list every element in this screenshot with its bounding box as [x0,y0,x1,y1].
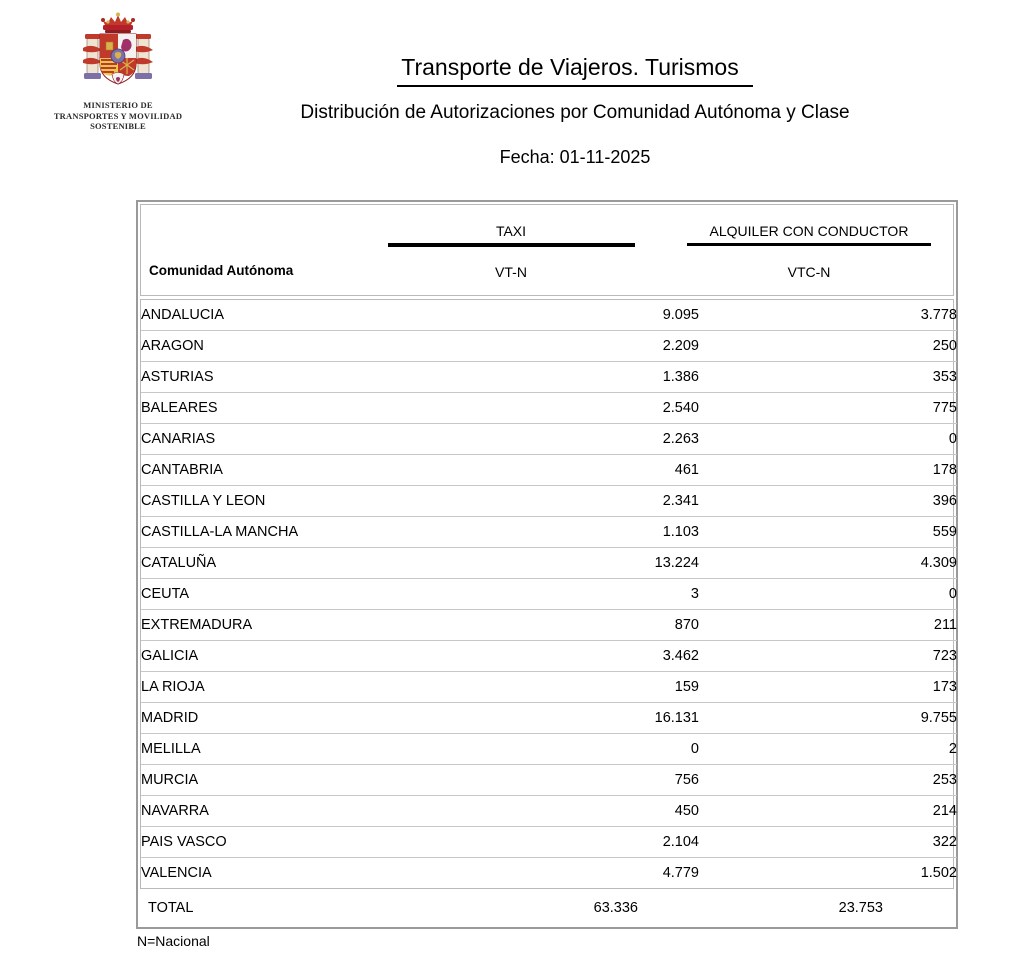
table-row [141,331,957,362]
table-row [141,765,957,796]
table-row [141,300,957,331]
row-community-name: MELILLA [141,734,441,765]
table-total-row [140,891,954,925]
row-vt-value: 756 [441,765,699,796]
row-community-name: EXTREMADURA [141,610,441,641]
row-community-name: NAVARRA [141,796,441,827]
row-community-name: PAIS VASCO [141,827,441,858]
table-row [141,517,957,548]
table-sub-header-row [141,263,953,291]
row-community-name: ASTURIAS [141,362,441,393]
row-vtc-value: 173 [699,672,957,703]
total-vtc-value: 23.753 [838,900,883,916]
table-row [141,703,957,734]
table-row [141,672,957,703]
row-community-name: VALENCIA [141,865,212,881]
table-row [141,548,957,579]
row-vtc-value: 9.755 [699,703,957,734]
row-vtc-value: 775 [699,393,957,424]
row-vt-value: 3 [441,579,699,610]
row-vt-value: 461 [441,455,699,486]
table-row [141,641,957,672]
group-header-taxi [386,223,636,247]
table-row [141,579,957,610]
group-header-taxi-rule [388,243,635,247]
ministry-caption-line-1: MINISTERIO DE [83,100,153,110]
table-row [141,362,957,393]
row-community-name: ANDALUCIA [141,300,441,331]
row-vtc-value: 723 [699,641,957,672]
table-row [141,796,957,827]
row-vtc-value: 4.309 [699,548,957,579]
group-header-vtc [686,223,932,246]
total-label: TOTAL [148,900,194,916]
table-row [141,486,957,517]
row-vt-value: 870 [441,610,699,641]
row-vtc-value: 211 [699,610,957,641]
row-community-name: BALEARES [141,393,441,424]
column-header-vt-n: VT-N [495,264,527,280]
column-header-vtc-n: VTC-N [787,264,831,280]
row-vt-value: 159 [441,672,699,703]
row-vtc-value: 559 [699,517,957,548]
row-vtc-value: 2 [699,734,957,765]
table-body [141,300,957,888]
row-community-name: CASTILLA-LA MANCHA [141,517,441,548]
row-vt-value: 2.263 [441,424,699,455]
row-vt-value: 1.386 [441,362,699,393]
row-community-name: MURCIA [141,765,441,796]
authorizations-table [136,200,958,929]
table-row [141,858,957,889]
table-row [141,827,957,858]
row-vtc-value: 253 [699,765,957,796]
row-vt-value: 2.341 [441,486,699,517]
row-community-name: CASTILLA Y LEON [141,486,441,517]
row-vt-value: 2.209 [441,331,699,362]
table-group-header-row [141,223,953,257]
spain-coat-of-arms-icon [81,12,155,96]
row-vtc-value: 214 [699,796,957,827]
group-header-vtc-label: ALQUILER CON CONDUCTOR [709,223,909,239]
table-row [141,610,957,641]
row-vt-value: 0 [441,734,699,765]
table-row [141,455,957,486]
row-community-name: CANARIAS [141,424,441,455]
row-community-name: CATALUÑA [141,548,441,579]
row-vt-value: 1.103 [441,517,699,548]
total-vt-value: 63.336 [593,900,638,916]
row-community-name: GALICIA [141,641,441,672]
table-outer-frame [136,200,958,929]
ministry-caption-line-3: SOSTENIBLE [90,121,146,131]
table-header-box [140,204,954,296]
page-title: Transporte de Viajeros. Turismos [397,52,752,87]
row-community-name: ARAGON [141,331,441,362]
row-vtc-value: 250 [699,331,957,362]
title-block [180,52,970,168]
table-footnote: N=Nacional [137,933,210,949]
table-data-box [140,299,957,889]
row-vt-value: 2.540 [441,393,699,424]
ministry-caption-line-2: TRANSPORTES Y MOVILIDAD [53,110,183,121]
row-community-name: CEUTA [141,579,441,610]
group-header-vtc-rule [687,243,931,246]
row-vt-value: 9.095 [441,300,699,331]
row-vtc-value: 353 [699,362,957,393]
document-header [0,0,1024,190]
column-header-community: Comunidad Autónoma [149,263,294,278]
row-vt-value: 2.104 [441,827,699,858]
page-subtitle: Distribución de Autorizaciones por Comunidad Autónoma y Clase [300,102,850,123]
row-vtc-value: 396 [699,486,957,517]
row-vt-value: 16.131 [441,703,699,734]
table-row [141,734,957,765]
row-vt-value: 450 [441,796,699,827]
table-row [141,424,957,455]
row-vtc-value: 0 [699,579,957,610]
row-vt-value: 13.224 [441,548,699,579]
row-vtc-value: 1.502 [920,865,957,881]
report-date: Fecha: 01-11-2025 [499,147,651,167]
row-community-name: LA RIOJA [141,672,441,703]
row-vt-value: 3.462 [441,641,699,672]
group-header-taxi-label: TAXI [495,223,527,239]
row-vtc-value: 0 [699,424,957,455]
row-vtc-value: 322 [699,827,957,858]
row-community-name: MADRID [141,703,441,734]
row-vtc-value: 178 [699,455,957,486]
row-vtc-value: 3.778 [699,300,957,331]
row-community-name: CANTABRIA [141,455,441,486]
row-vt-value: 4.779 [662,865,699,881]
table-row [141,393,957,424]
